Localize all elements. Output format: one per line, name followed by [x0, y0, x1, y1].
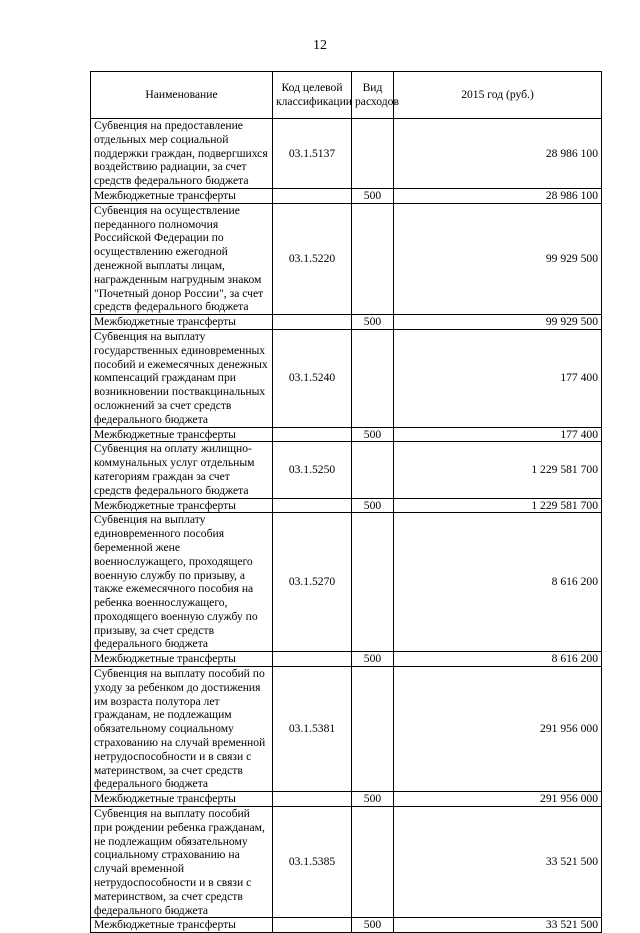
- row-code: [273, 315, 352, 330]
- row-sum: 1 229 581 700: [394, 498, 602, 513]
- page-number: 12: [313, 38, 327, 53]
- row-vid: [352, 442, 394, 498]
- table-row: [91, 652, 602, 667]
- header-sum: 2015 год (руб.): [394, 72, 602, 119]
- row-vid: 500: [352, 188, 394, 203]
- row-name: Субвенция на предоставление отдельных мер социальной поддержки граждан, подвергшихся воздействию радиации, за счет средств федерального бюджета: [91, 119, 273, 189]
- row-name: Межбюджетные трансферты: [91, 498, 273, 513]
- row-vid: 500: [352, 792, 394, 807]
- row-code: [273, 652, 352, 667]
- table-row: [91, 918, 602, 933]
- row-code: 03.1.5240: [273, 329, 352, 427]
- table-row: [91, 792, 602, 807]
- row-name: Межбюджетные трансферты: [91, 652, 273, 667]
- table-row: [91, 203, 602, 314]
- row-code: [273, 188, 352, 203]
- row-sum: 177 400: [394, 329, 602, 427]
- table-header-row: [91, 72, 602, 119]
- row-vid: 500: [352, 652, 394, 667]
- row-sum: 33 521 500: [394, 807, 602, 918]
- row-code: 03.1.5250: [273, 442, 352, 498]
- row-vid: 500: [352, 918, 394, 933]
- row-code: 03.1.5220: [273, 203, 352, 314]
- row-sum: 177 400: [394, 427, 602, 442]
- row-sum: 99 929 500: [394, 203, 602, 314]
- row-vid: 500: [352, 498, 394, 513]
- row-code: 03.1.5137: [273, 119, 352, 189]
- table-row: [91, 667, 602, 792]
- row-vid: 500: [352, 315, 394, 330]
- table-row: [91, 119, 602, 189]
- row-code: 03.1.5381: [273, 667, 352, 792]
- row-vid: [352, 119, 394, 189]
- row-name: Межбюджетные трансферты: [91, 188, 273, 203]
- table-row: [91, 329, 602, 427]
- row-name: Межбюджетные трансферты: [91, 792, 273, 807]
- row-sum: 8 616 200: [394, 652, 602, 667]
- row-vid: [352, 807, 394, 918]
- row-sum: 99 929 500: [394, 315, 602, 330]
- header-code: Код целевой классификации: [273, 72, 352, 119]
- row-code: [273, 918, 352, 933]
- table-row: [91, 513, 602, 652]
- row-vid: 500: [352, 427, 394, 442]
- row-code: 03.1.5270: [273, 513, 352, 652]
- row-name: Субвенция на осуществление переданного полномочия Российской Федерации по осуществлению ежегодной денежной выплаты лицам, награжденным нагрудным знаком "Почетный донор России", за счет средств федерального бюджета: [91, 203, 273, 314]
- row-vid: [352, 513, 394, 652]
- row-sum: 33 521 500: [394, 918, 602, 933]
- table-row: [91, 315, 602, 330]
- row-sum: 28 986 100: [394, 188, 602, 203]
- row-name: Субвенция на выплату пособий при рождении ребенка гражданам, не подлежащим обязательному социальному страхованию на случай временной нетрудоспособности и в связи с материнством, за счет средств федерального бюджета: [91, 807, 273, 918]
- row-name: Субвенция на выплату государственных единовременных пособий и ежемесячных денежных компенсаций гражданам при возникновении поствакцинальных осложнений за счет средств федерального бюджета: [91, 329, 273, 427]
- row-vid: [352, 203, 394, 314]
- row-code: 03.1.5385: [273, 807, 352, 918]
- row-sum: 28 986 100: [394, 119, 602, 189]
- row-name: Субвенция на выплату пособий по уходу за ребенком до достижения им возраста полутора лет гражданам, не подлежащим обязательному социальному страхованию на случай временной нетрудоспособности и в связи с материнством, за счет средств федерального бюджета: [91, 667, 273, 792]
- row-sum: 291 956 000: [394, 667, 602, 792]
- row-name: Межбюджетные трансферты: [91, 315, 273, 330]
- row-sum: 291 956 000: [394, 792, 602, 807]
- row-name: Межбюджетные трансферты: [91, 918, 273, 933]
- row-code: [273, 498, 352, 513]
- row-name: Субвенция на выплату единовременного пособия беременной жене военнослужащего, проходящего военную службу по призыву, а также ежемесячного пособия на ребенка военнослужащего, проходящего военную службу по призыву, за счет средств федерального бюджета: [91, 513, 273, 652]
- row-sum: 1 229 581 700: [394, 442, 602, 498]
- row-vid: [352, 329, 394, 427]
- header-name: Наименование: [91, 72, 273, 119]
- row-code: [273, 792, 352, 807]
- row-vid: [352, 667, 394, 792]
- table-row: [91, 807, 602, 918]
- table-row: [91, 442, 602, 498]
- table-row: [91, 188, 602, 203]
- budget-table: [90, 71, 602, 933]
- table-row: [91, 427, 602, 442]
- row-name: Субвенция на оплату жилищно-коммунальных услуг отдельным категориям граждан за счет средств федерального бюджета: [91, 442, 273, 498]
- table-row: [91, 498, 602, 513]
- header-vid: Вид расходов: [352, 72, 394, 119]
- row-code: [273, 427, 352, 442]
- row-sum: 8 616 200: [394, 513, 602, 652]
- row-name: Межбюджетные трансферты: [91, 427, 273, 442]
